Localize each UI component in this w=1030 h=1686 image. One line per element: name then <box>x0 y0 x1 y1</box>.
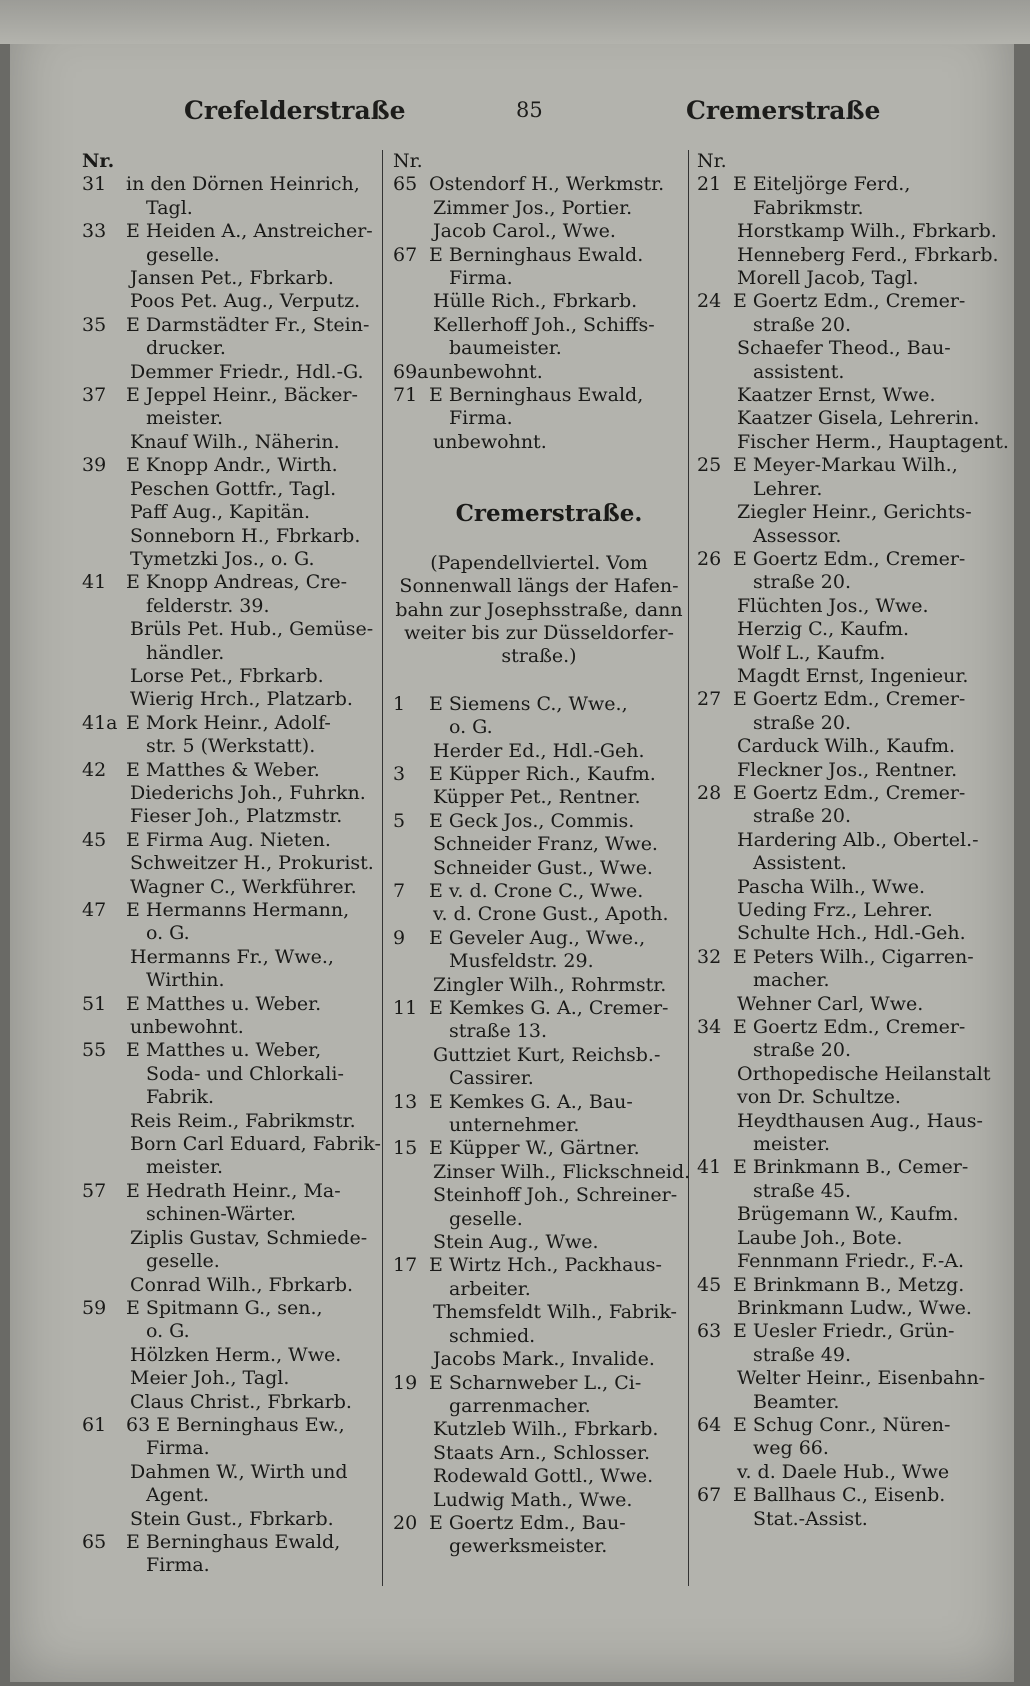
resident-line: Laube Joh., Bote. <box>737 1226 903 1249</box>
resident-line: Stein Aug., Wwe. <box>433 1231 599 1254</box>
entry-text: E Eiteljörge Ferd., <box>733 173 911 196</box>
resident-line: Tymetzki Jos., o. G. <box>130 547 315 570</box>
continuation-line: straße 45. <box>753 1179 851 1202</box>
house-number: 5 <box>393 809 406 832</box>
resident-line: Demmer Friedr., Hdl.-G. <box>130 360 364 383</box>
house-number: 61 <box>82 1413 107 1436</box>
resident-line: Guttziet Kurt, Reichsb.- <box>433 1043 661 1066</box>
entry-text: E Küpper W., Gärtner. <box>429 1137 640 1160</box>
entry-line <box>697 946 991 969</box>
house-number: 64 <box>697 1413 722 1436</box>
column-rule-1 <box>382 150 383 1586</box>
house-number: 13 <box>393 1090 418 1113</box>
house-number: 57 <box>82 1179 107 1202</box>
resident-line: Schweitzer H., Prokurist. <box>130 852 374 875</box>
house-number: 35 <box>82 313 107 336</box>
resident-line: Born Carl Eduard, Fabrik- <box>130 1133 381 1156</box>
resident-line: Brinkmann Ludw., Wwe. <box>737 1296 972 1319</box>
continuation-line: geselle. <box>146 243 220 266</box>
house-number: 9 <box>393 926 406 949</box>
entry-line <box>393 810 685 833</box>
entry-line <box>82 899 382 922</box>
resident-line: Fischer Herm., Hauptagent. <box>737 430 1009 453</box>
house-number: 19 <box>393 1371 418 1394</box>
continuation-line: Wirthin. <box>146 969 225 992</box>
entry-text: E Berninghaus Ewald, <box>429 384 644 407</box>
entry-text: E Goertz Edm., Cremer- <box>733 688 966 711</box>
entry-line <box>82 173 382 196</box>
entry-text: E Mork Heinr., Adolf- <box>126 711 331 734</box>
continuation-line: Beamter. <box>753 1390 840 1413</box>
resident-line: Küpper Pet., Rentner. <box>433 786 641 809</box>
entry-text: E v. d. Crone C., Wwe. <box>429 879 644 902</box>
resident-line: Reis Reim., Fabrikmstr. <box>130 1109 356 1132</box>
continuation-line: o. G. <box>146 1320 190 1343</box>
entry-line <box>82 1531 382 1554</box>
entry-text: E Kemkes G. A., Bau- <box>429 1090 633 1113</box>
continuation-line: drucker. <box>146 337 226 360</box>
continuation-line: unternehmer. <box>449 1114 580 1137</box>
resident-line: Sonneborn H., Fbrkarb. <box>130 524 361 547</box>
entry-text: E Scharnweber L., Ci- <box>429 1371 642 1394</box>
house-number: 55 <box>82 1039 107 1062</box>
resident-line: Wierig Hrch., Platzarb. <box>130 688 353 711</box>
continuation-line: Tagl. <box>146 196 193 219</box>
entry-text: E Goertz Edm., Cremer- <box>733 781 966 804</box>
house-number: 67 <box>697 1484 722 1507</box>
column-nr-label: Nr. <box>697 150 727 172</box>
entry-line <box>697 454 991 477</box>
resident-line: Kellerhoff Joh., Schiffs- <box>433 313 655 336</box>
resident-line: Hardering Alb., Obertel.- <box>737 828 979 851</box>
resident-line: Zimmer Jos., Portier. <box>433 196 633 219</box>
page-number: 85 <box>516 98 543 122</box>
entry-line <box>697 1016 991 1039</box>
resident-line: Ziegler Heinr., Gerichts- <box>737 501 972 524</box>
column-nr-label: Nr. <box>82 150 115 172</box>
resident-line: Hülle Rich., Fbrkarb. <box>433 290 638 313</box>
continuation-line: geselle. <box>449 1207 523 1230</box>
entry-text: E Darmstädter Fr., Stein- <box>126 313 370 336</box>
continuation-line: Cassirer. <box>449 1067 534 1090</box>
entry-text: unbewohnt. <box>429 360 543 383</box>
house-number: 26 <box>697 547 722 570</box>
resident-line: Wolf L., Kaufm. <box>737 641 886 664</box>
entry-line <box>393 244 685 267</box>
resident-line: von Dr. Schultze. <box>737 1086 901 1109</box>
continuation-line: Lehrer. <box>753 477 823 500</box>
header-left-street: Crefelderstraße <box>184 96 406 125</box>
continuation-line: Fabrikmstr. <box>753 196 864 219</box>
entry-text: E Spitmann G., sen., <box>126 1296 323 1319</box>
house-number: 7 <box>393 879 406 902</box>
continuation-line: Agent. <box>146 1484 210 1507</box>
entry-text: 63 E Berninghaus Ew., <box>126 1413 345 1436</box>
entry-line <box>82 1039 382 1062</box>
entry-text: E Goertz Edm., Bau- <box>429 1511 626 1534</box>
entry-text: E Geveler Aug., Wwe., <box>429 926 646 949</box>
resident-line: Orthopedische Heilanstalt <box>737 1062 991 1085</box>
resident-line: Jansen Pet., Fbrkarb. <box>130 267 334 290</box>
continuation-line: Firma. <box>449 267 513 290</box>
resident-line: Kutzleb Wilh., Fbrkarb. <box>433 1418 659 1441</box>
entry-line <box>82 454 382 477</box>
column-middle <box>393 150 691 1559</box>
entry-text: E Uesler Friedr., Grün- <box>733 1320 955 1343</box>
entry-text: E Heiden A., Anstreicher- <box>126 220 373 243</box>
resident-line: Ludwig Math., Wwe. <box>433 1488 633 1511</box>
entry-line <box>393 1137 685 1160</box>
entry-line <box>393 173 685 196</box>
resident-line: Ueding Frz., Lehrer. <box>737 899 933 921</box>
continuation-line: meister. <box>146 1156 224 1179</box>
entry-line <box>393 384 685 407</box>
column-rule-2 <box>688 150 689 1586</box>
resident-line: Hermanns Fr., Wwe., <box>130 945 334 968</box>
entry-line <box>393 927 685 950</box>
column-crefelderstrasse <box>82 150 382 1578</box>
entry-line <box>697 1156 991 1179</box>
resident-line: Carduck Wilh., Kaufm. <box>737 735 956 758</box>
note-line: (Papendellviertel. Vom <box>430 551 648 574</box>
entry-text: E Hermanns Hermann, <box>126 899 350 921</box>
house-number: 37 <box>82 384 107 407</box>
continuation-line: macher. <box>753 969 830 992</box>
entry-line <box>82 712 382 735</box>
house-number: 41a <box>82 711 118 734</box>
note-line: Sonnenwall längs der Hafen- <box>399 575 679 598</box>
house-number: 39 <box>82 454 107 477</box>
house-number: 47 <box>82 899 107 921</box>
resident-line: Zingler Wilh., Rohrmstr. <box>433 973 667 996</box>
entry-line <box>393 1512 685 1535</box>
house-number: 69a <box>393 360 429 383</box>
entry-line <box>82 829 382 852</box>
continuation-line: meister. <box>753 1133 831 1156</box>
continuation-line: schmied. <box>449 1324 536 1347</box>
page-header <box>0 96 1030 136</box>
resident-line: Ziplis Gustav, Schmiede- <box>130 1226 368 1249</box>
resident-line: Schneider Gust., Wwe. <box>433 856 653 879</box>
house-number: 71 <box>393 384 418 407</box>
continuation-line: arbeiter. <box>449 1277 531 1300</box>
continuation-line: Firma. <box>146 1437 210 1460</box>
house-number: 15 <box>393 1137 418 1160</box>
resident-line: Pascha Wilh., Wwe. <box>737 875 926 898</box>
entry-line <box>697 548 991 571</box>
house-number: 45 <box>82 828 107 851</box>
resident-line: Fieser Joh., Platzmstr. <box>130 805 343 828</box>
entry-line <box>82 384 382 407</box>
continuation-line: schinen-Wärter. <box>146 1203 297 1226</box>
entry-text: E Siemens C., Wwe., <box>429 692 628 715</box>
house-number: 42 <box>82 758 107 781</box>
house-number: 20 <box>393 1511 418 1534</box>
house-number: 51 <box>82 992 107 1015</box>
entry-text: Ostendorf H., Werkmstr. <box>429 173 665 196</box>
continuation-line: straße 20. <box>753 805 851 828</box>
house-number: 24 <box>697 290 722 313</box>
resident-line: Staats Arn., Schlosser. <box>433 1441 651 1464</box>
entry-line <box>697 1484 991 1507</box>
resident-line: Themsfeldt Wilh., Fabrik- <box>433 1301 677 1324</box>
entry-text: E Knopp Andr., Wirth. <box>126 454 338 477</box>
resident-line: Jacob Carol., Wwe. <box>433 220 616 243</box>
entry-text: in den Dörnen Heinrich, <box>126 173 360 196</box>
house-number: 65 <box>82 1530 107 1553</box>
entry-line <box>393 1091 685 1114</box>
resident-line: Kaatzer Gisela, Lehrerin. <box>737 407 980 430</box>
entry-line <box>82 759 382 782</box>
house-number: 11 <box>393 997 418 1019</box>
entry-text: E Meyer-Markau Wilh., <box>733 454 958 477</box>
entry-text: E Jeppel Heinr., Bäcker- <box>126 384 358 407</box>
continuation-line: str. 5 (Werkstatt). <box>146 735 316 758</box>
resident-line: Wehner Carl, Wwe. <box>737 992 924 1015</box>
entry-text: E Brinkmann B., Metzg. <box>733 1273 965 1296</box>
entry-text: E Schug Conr., Nüren- <box>733 1413 951 1436</box>
continuation-line: felderstr. 39. <box>146 594 270 617</box>
entry-line <box>697 782 991 805</box>
continuation-line: Firma. <box>449 407 513 430</box>
resident-line: Henneberg Ferd., Fbrkarb. <box>737 243 999 266</box>
entry-line <box>82 993 382 1016</box>
entry-line <box>393 880 685 903</box>
continuation-line: assistent. <box>753 360 845 383</box>
section-note <box>393 552 685 669</box>
entry-text: E Goertz Edm., Cremer- <box>733 547 966 570</box>
top-edge <box>0 0 1030 44</box>
continuation-line: garrenmacher. <box>449 1394 591 1417</box>
resident-line: Schaefer Theod., Bau- <box>737 337 951 360</box>
continuation-line: straße 20. <box>753 313 851 336</box>
resident-line: v. d. Daele Hub., Wwe <box>737 1460 950 1483</box>
house-number: 65 <box>393 173 418 196</box>
entry-line <box>393 997 685 1020</box>
entry-line <box>393 1372 685 1395</box>
continuation-line: geselle. <box>146 1250 220 1273</box>
resident-line: Hölzken Herm., Wwe. <box>130 1343 342 1366</box>
continuation-line: weg 66. <box>753 1437 829 1460</box>
resident-line: Magdt Ernst, Ingenieur. <box>737 664 969 687</box>
entry-text: E Berninghaus Ewald, <box>126 1530 341 1553</box>
note-line: bahn zur Josephsstraße, dann <box>395 598 683 621</box>
note-line: straße.) <box>501 645 577 668</box>
resident-line: Steinhoff Joh., Schreiner- <box>433 1184 678 1207</box>
resident-line: Claus Christ., Fbrkarb. <box>130 1390 352 1413</box>
continuation-line: o. G. <box>146 922 190 945</box>
resident-line: Schneider Franz, Wwe. <box>433 833 658 856</box>
entry-line <box>697 290 991 313</box>
entry-line <box>393 693 685 716</box>
continuation-line: straße 20. <box>753 711 851 734</box>
house-number: 32 <box>697 945 722 968</box>
resident-line: unbewohnt. <box>433 430 547 453</box>
resident-line: Meier Joh., Tagl. <box>130 1367 290 1390</box>
continuation-line: Fabrik. <box>146 1086 215 1109</box>
resident-line: Fleckner Jos., Rentner. <box>737 758 958 781</box>
entry-text: E Goertz Edm., Cremer- <box>733 290 966 313</box>
column-nr-label: Nr. <box>393 150 423 172</box>
continuation-line: Assistent. <box>753 852 847 875</box>
house-number: 34 <box>697 1016 722 1039</box>
continuation-line: händler. <box>146 641 225 664</box>
resident-line: Dahmen W., Wirth und <box>130 1460 348 1483</box>
entry-line <box>82 220 382 243</box>
resident-line: Lorse Pet., Fbrkarb. <box>130 664 324 687</box>
resident-line: v. d. Crone Gust., Apoth. <box>433 903 669 926</box>
house-number: 67 <box>393 243 418 266</box>
entry-line <box>393 763 685 786</box>
entry-line <box>697 1274 991 1297</box>
resident-line: unbewohnt. <box>130 1016 244 1039</box>
entry-text: E Hedrath Heinr., Ma- <box>126 1179 341 1202</box>
entry-line <box>697 1320 991 1343</box>
header-right-street: Cremerstraße <box>686 96 881 125</box>
continuation-line: straße 49. <box>753 1343 851 1366</box>
house-number: 3 <box>393 762 406 785</box>
entry-text: E Matthes u. Weber, <box>126 1039 322 1062</box>
resident-line: Horstkamp Wilh., Fbrkarb. <box>737 220 997 243</box>
column-cremerstrasse <box>697 150 1009 1531</box>
entry-text: E Kemkes G. A., Cremer- <box>429 997 669 1019</box>
resident-line: Morell Jacob, Tagl. <box>737 267 919 290</box>
house-number: 59 <box>82 1296 107 1319</box>
continuation-line: straße 13. <box>449 1020 547 1043</box>
resident-line: Kaatzer Ernst, Wwe. <box>737 384 936 407</box>
resident-line: Herder Ed., Hdl.-Geh. <box>433 739 645 762</box>
house-number: 63 <box>697 1320 722 1343</box>
entry-text: E Goertz Edm., Cremer- <box>733 1016 966 1039</box>
entry-line <box>82 1414 382 1437</box>
entry-text: E Matthes & Weber. <box>126 758 320 781</box>
entry-text: E Firma Aug. Nieten. <box>126 828 331 851</box>
house-number: 17 <box>393 1254 418 1277</box>
entry-text: E Brinkmann B., Cemer- <box>733 1156 969 1179</box>
resident-line: Conrad Wilh., Fbrkarb. <box>130 1273 354 1296</box>
entry-text: E Geck Jos., Commis. <box>429 809 635 832</box>
house-number: 31 <box>82 173 107 196</box>
continuation-line: Stat.-Assist. <box>753 1507 868 1530</box>
continuation-line: Assessor. <box>753 524 842 547</box>
resident-line: Knauf Wilh., Näherin. <box>130 430 340 453</box>
resident-line: Fennmann Friedr., F.-A. <box>737 1250 965 1273</box>
resident-line: Welter Heinr., Eisenbahn- <box>737 1367 986 1390</box>
resident-line: Rodewald Gottl., Wwe. <box>433 1465 654 1488</box>
entry-text: E Berninghaus Ewald. <box>429 243 644 266</box>
resident-line: Schulte Hch., Hdl.-Geh. <box>737 922 966 945</box>
resident-line: Diederichs Joh., Fuhrkn. <box>130 781 366 804</box>
continuation-line: o. G. <box>449 716 493 739</box>
entry-text: E Matthes u. Weber. <box>126 992 322 1015</box>
entry-line <box>82 1297 382 1320</box>
continuation-line: Musfeldstr. 29. <box>449 950 594 973</box>
resident-line: Heydthausen Aug., Haus- <box>737 1109 983 1132</box>
house-number: 25 <box>697 454 722 477</box>
resident-line: Flüchten Jos., Wwe. <box>737 594 929 617</box>
house-number: 27 <box>697 688 722 711</box>
house-number: 28 <box>697 781 722 804</box>
entry-text: E Küpper Rich., Kaufm. <box>429 762 656 785</box>
note-line: weiter bis zur Düsseldorfer- <box>404 621 674 644</box>
continuation-line: Firma. <box>146 1554 210 1577</box>
house-number: 33 <box>82 220 107 243</box>
entry-line <box>82 571 382 594</box>
continuation-line: gewerksmeister. <box>449 1535 608 1558</box>
house-number: 41 <box>697 1156 722 1179</box>
house-number: 45 <box>697 1273 722 1296</box>
resident-line: Brüls Pet. Hub., Gemüse- <box>130 618 374 641</box>
entry-line <box>393 1254 685 1277</box>
entry-line <box>697 1414 991 1437</box>
entry-text: E Ballhaus C., Eisenb. <box>733 1484 946 1507</box>
resident-line: Wagner C., Werkführer. <box>130 875 357 898</box>
continuation-line: meister. <box>146 407 224 430</box>
resident-line: Brügemann W., Kaufm. <box>737 1203 959 1226</box>
continuation-line: baumeister. <box>449 337 562 360</box>
resident-line: Stein Gust., Fbrkarb. <box>130 1507 334 1530</box>
entry-line <box>82 314 382 337</box>
continuation-line: Soda- und Chlorkali- <box>146 1062 344 1085</box>
entry-text: E Knopp Andreas, Cre- <box>126 571 348 594</box>
entry-line <box>697 688 991 711</box>
entry-text: E Wirtz Hch., Packhaus- <box>429 1254 662 1277</box>
resident-line: Zinser Wilh., Flickschneid. <box>433 1160 691 1183</box>
resident-line: Herzig C., Kaufm. <box>737 618 910 641</box>
resident-line: Peschen Gottfr., Tagl. <box>130 477 337 500</box>
house-number: 21 <box>697 173 722 196</box>
entry-line <box>697 173 991 196</box>
resident-line: Jacobs Mark., Invalide. <box>433 1348 655 1371</box>
continuation-line: straße 20. <box>753 1039 851 1062</box>
house-number: 41 <box>82 571 107 594</box>
continuation-line: straße 20. <box>753 571 851 594</box>
resident-line: Paff Aug., Kapitän. <box>130 501 311 524</box>
entry-line <box>393 361 685 384</box>
entry-text: E Peters Wilh., Cigarren- <box>733 945 974 968</box>
house-number: 1 <box>393 692 406 715</box>
entry-line <box>82 1180 382 1203</box>
section-title: Cremerstraße. <box>455 500 643 528</box>
resident-line: Poos Pet. Aug., Verputz. <box>130 290 361 313</box>
